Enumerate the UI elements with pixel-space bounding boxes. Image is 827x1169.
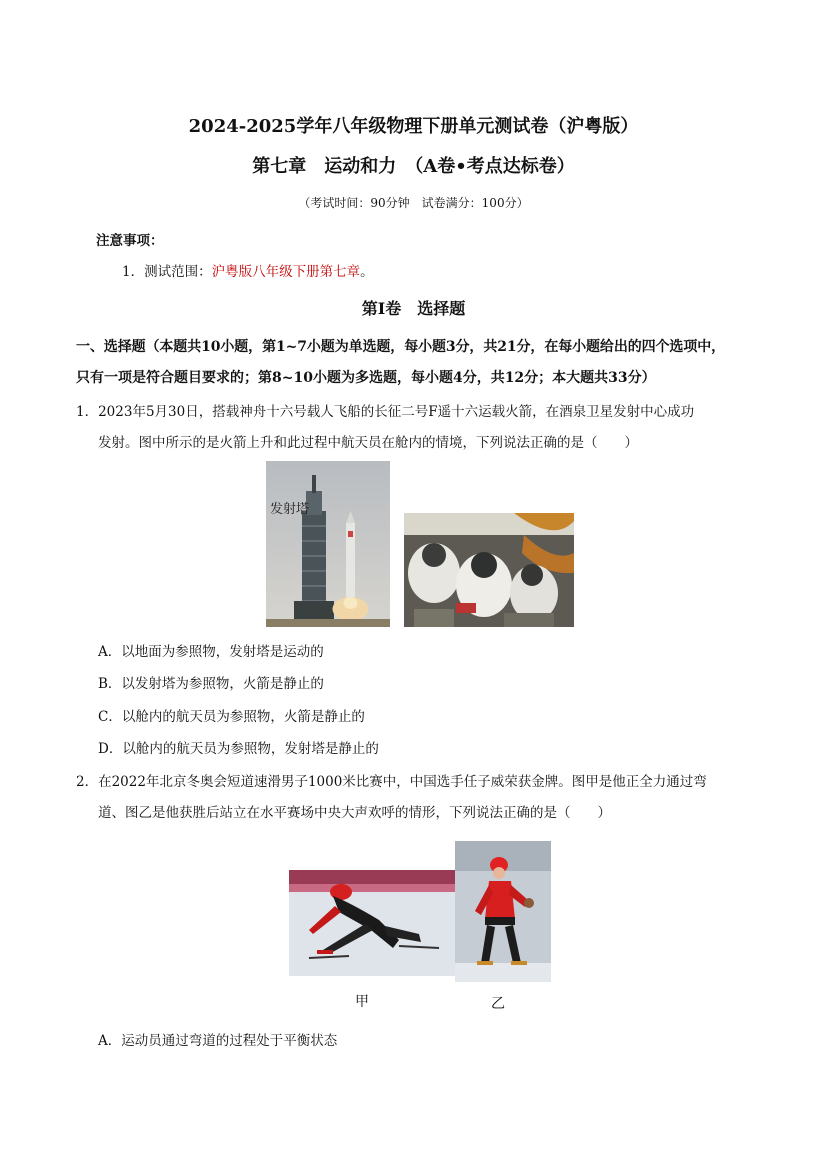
question-1-option-d[interactable]: D．以舱内的航天员为参照物，发射塔是静止的 [98,741,379,757]
astronauts-cabin-photo [404,513,574,627]
skater-cheering-photo [455,841,551,982]
section-title: 第Ⅰ卷 选择题 [361,299,466,318]
section-instructions-line1: 一、选择题（本题共10小题，第1~7小题为单选题，每小题3分，共21分，在每小题给出的四个选项中， [76,339,726,355]
skater-cornering-photo [289,870,455,976]
question-1-option-b[interactable]: B．以发射塔为参照物，火箭是静止的 [98,676,324,692]
notice-item-suffix: 。 [360,264,374,280]
question-2-line2: 道、图乙是他获胜后站立在水平赛场中央大声欢呼的情形，下列说法正确的是（ ） [98,805,611,821]
notice-item-highlight: 沪粤版八年级下册第七章 [211,264,361,280]
question-2-line1: 2．在2022年北京冬奥会短道速滑男子1000米比赛中，中国选手任子威荣获金牌。图甲是他正全力通过弯 [76,774,707,790]
section-instructions-line2: 只有一项是符合题目要求的；第8~10小题为多选题，每小题4分，共12分；本大题共33分） [76,370,656,386]
rocket-launch-photo [266,461,390,627]
notice-item-prefix: 1．测试范围： [122,264,212,280]
exam-title: 2024-2025学年八年级物理下册单元测试卷（沪粤版） [188,116,639,137]
question-1-line1: 1．2023年5月30日，搭载神舟十六号载人飞船的长征二号F遥十六运载火箭，在酒泉卫星发射中心成功 [76,404,695,420]
caption-jia: 甲 [355,994,369,1010]
notice-heading: 注意事项： [96,233,164,249]
question-1-option-c[interactable]: C．以舱内的航天员为参照物，火箭是静止的 [98,709,365,725]
launch-tower-label: 发射塔 [270,502,310,517]
question-1-option-a[interactable]: A．以地面为参照物，发射塔是运动的 [98,644,324,660]
question-2-option-a[interactable]: A．运动员通过弯道的过程处于平衡状态 [98,1033,338,1049]
question-1-line2: 发射。图中所示的是火箭上升和此过程中航天员在舱内的情境，下列说法正确的是（ ） [98,435,638,451]
caption-yi: 乙 [491,996,505,1012]
exam-meta: （考试时间：90分钟 试卷满分：100分） [298,196,529,210]
notice-item [122,260,374,280]
chapter-subtitle: 第七章 运动和力 （A卷•考点达标卷） [252,156,575,177]
